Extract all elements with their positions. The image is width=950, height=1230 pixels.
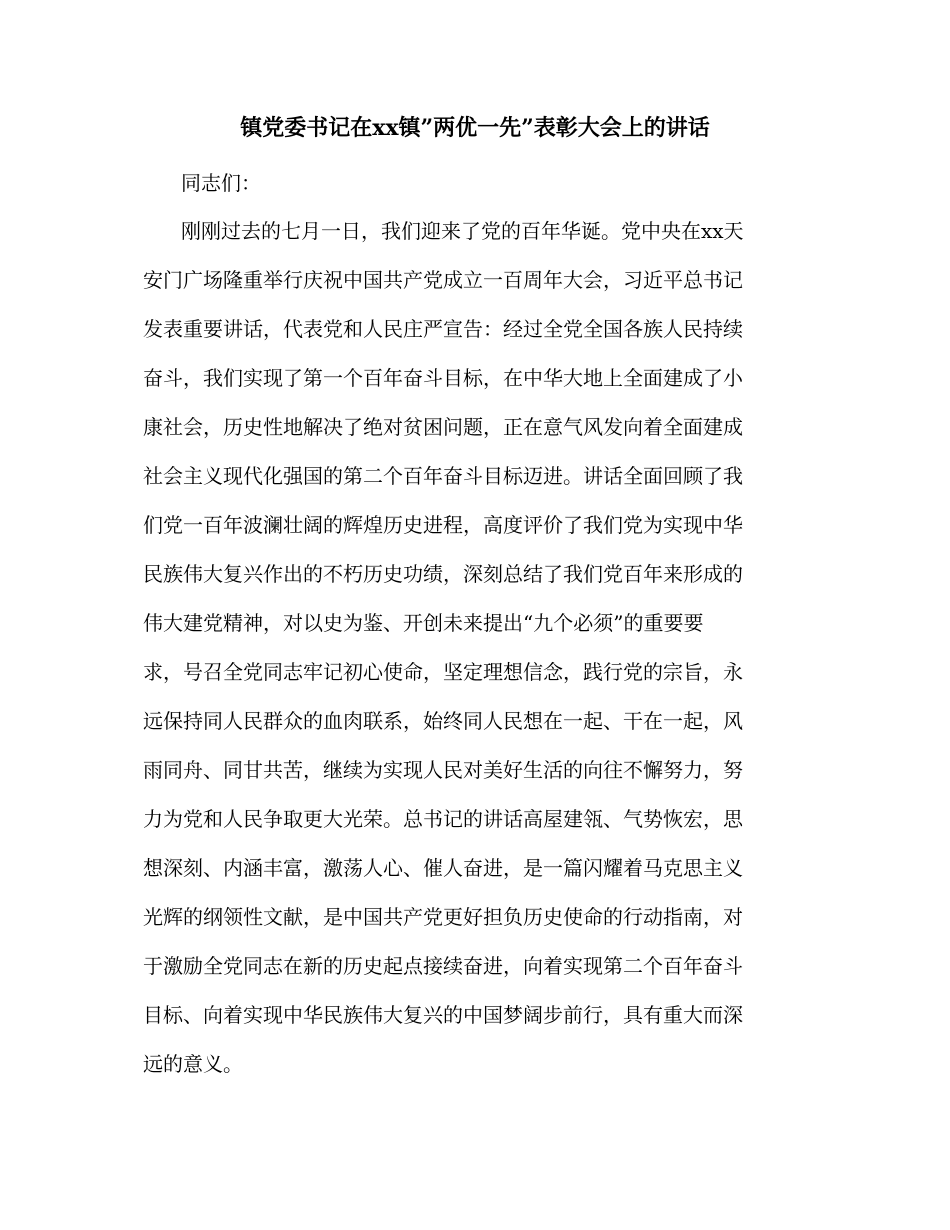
paragraph-line: 远的意义。 bbox=[143, 1052, 243, 1076]
paragraph-line: 康社会，历史性地解决了绝对贫困问题，正在意气风发向着全面建成 bbox=[143, 415, 743, 439]
paragraph-line: 雨同舟、同甘共苦，继续为实现人民对美好生活的向往不懈努力，努 bbox=[143, 758, 743, 782]
document-title: 镇党委书记在xx镇”两优一先”表彰大会上的讲话 bbox=[240, 115, 710, 141]
paragraph-line: 光辉的纲领性文献，是中国共产党更好担负历史使命的行动指南，对 bbox=[143, 905, 743, 929]
greeting: 同志们： bbox=[181, 171, 261, 195]
paragraph-line: 奋斗，我们实现了第一个百年奋斗目标，在中华大地上全面建成了小 bbox=[143, 366, 743, 390]
paragraph-line: 发表重要讲话，代表党和人民庄严宣告：经过全党全国各族人民持续 bbox=[143, 317, 743, 341]
paragraph-line: 刚刚过去的七月一日，我们迎来了党的百年华诞。党中央在xx天 bbox=[181, 219, 744, 243]
paragraph-line: 们党一百年波澜壮阔的辉煌历史进程，高度评价了我们党为实现中华 bbox=[143, 513, 743, 537]
paragraph-line: 目标、向着实现中华民族伟大复兴的中国梦阔步前行，具有重大而深 bbox=[143, 1003, 743, 1027]
paragraph-line: 远保持同人民群众的血肉联系，始终同人民想在一起、干在一起，风 bbox=[143, 709, 743, 733]
paragraph-line: 安门广场隆重举行庆祝中国共产党成立一百周年大会，习近平总书记 bbox=[143, 268, 743, 292]
paragraph-line: 社会主义现代化强国的第二个百年奋斗目标迈进。讲话全面回顾了我 bbox=[143, 464, 743, 488]
paragraph-line: 力为党和人民争取更大光荣。总书记的讲话高屋建瓴、气势恢宏，思 bbox=[143, 807, 743, 831]
paragraph-line: 伟大建党精神，对以史为鉴、开创未来提出“九个必须”的重要要 bbox=[143, 611, 704, 635]
paragraph-line: 想深刻、内涵丰富，激荡人心、催人奋进，是一篇闪耀着马克思主义 bbox=[143, 856, 743, 880]
paragraph-line: 求，号召全党同志牢记初心使命，坚定理想信念，践行党的宗旨，永 bbox=[143, 660, 743, 684]
paragraph-line: 民族伟大复兴作出的不朽历史功绩，深刻总结了我们党百年来形成的 bbox=[143, 562, 743, 586]
paragraph-line: 于激励全党同志在新的历史起点接续奋进，向着实现第二个百年奋斗 bbox=[143, 954, 743, 978]
